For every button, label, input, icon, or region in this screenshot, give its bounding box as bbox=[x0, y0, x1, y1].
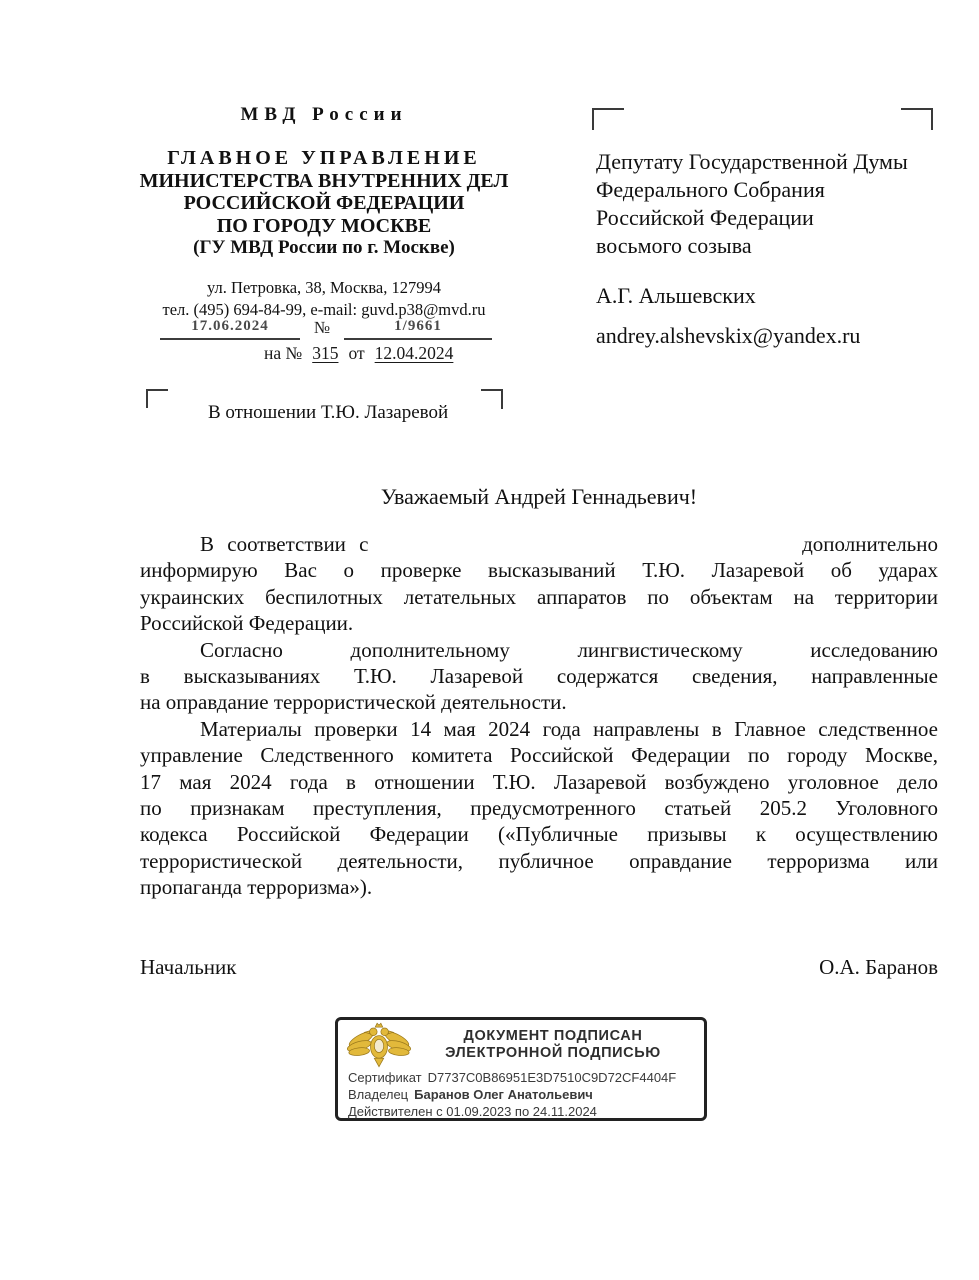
reply-from-label: от bbox=[348, 343, 365, 363]
org-contact-line: тел. (495) 694-84-99, e-mail: guvd.p38@mvd.ru bbox=[162, 300, 486, 319]
outgoing-reference-row bbox=[128, 318, 520, 340]
letterhead-org-block bbox=[128, 104, 520, 260]
body-text-line: управление Следственного комитета Российской Федерации по городу Москве, bbox=[140, 743, 938, 768]
outgoing-number: 1/9661 bbox=[344, 318, 492, 340]
body-paragraph-1-line-1 bbox=[140, 531, 938, 557]
signature-position: Начальник bbox=[140, 955, 237, 979]
signature-row bbox=[140, 955, 938, 980]
certificate-value: D7737C0B86951E3D7510C9D72CF4404F bbox=[427, 1070, 677, 1085]
body-text-line: пропаганда терроризма»). bbox=[140, 875, 373, 900]
body-text-line: в высказываниях Т.Ю. Лазаревой содержатся сведения, направленные bbox=[140, 664, 938, 689]
stamp-validity-line: Действителен с 01.09.2023 по 24.11.2024 bbox=[348, 1104, 597, 1119]
body-paragraph-2-line: Согласно дополнительному лингвистическому исследованию bbox=[200, 637, 938, 662]
org-address-line: ул. Петровка, 38, Москва, 127994 bbox=[207, 278, 441, 297]
stamp-header bbox=[338, 1020, 704, 1068]
recipient-title bbox=[596, 148, 933, 260]
org-name-line: МИНИСТЕРСТВА ВНУТРЕННИХ ДЕЛ bbox=[139, 169, 509, 192]
org-address bbox=[128, 277, 520, 321]
recipient-name: А.Г. Альшевских bbox=[596, 283, 756, 308]
stamp-title bbox=[412, 1028, 694, 1062]
body-text: дополнительно bbox=[802, 532, 938, 556]
letter-body bbox=[140, 531, 938, 901]
reference-block bbox=[128, 318, 520, 364]
stamp-owner-line bbox=[348, 1086, 694, 1103]
reply-prefix: на № bbox=[264, 343, 303, 363]
body-text-line: информирую Вас о проверке высказываний Т.Ю. Лазаревой об ударах bbox=[140, 558, 938, 583]
salutation: Уважаемый Андрей Геннадьевич! bbox=[380, 484, 698, 509]
org-name-line: ПО ГОРОДУ МОСКВЕ bbox=[216, 214, 432, 237]
body-text-line: террористической деятельности, публичное оправдание терроризма или bbox=[140, 848, 938, 873]
owner-name: Баранов Олег Анатольевич bbox=[414, 1087, 593, 1102]
body-text: В соответствии с bbox=[200, 532, 369, 556]
recipient-line: восьмого созыва bbox=[596, 233, 752, 258]
body-paragraph-3-line: Материалы проверки 14 мая 2024 года направлены в Главное следственное bbox=[200, 716, 938, 741]
recipient-line: Российской Федерации bbox=[596, 205, 814, 230]
body-text-line: украинских беспилотных летательных аппаратов по объектам на территории bbox=[140, 584, 938, 609]
reply-date: 12.04.2024 bbox=[374, 343, 454, 363]
org-name-line: РОССИЙСКОЙ ФЕДЕРАЦИИ bbox=[183, 192, 465, 214]
mvd-eagle-emblem-icon bbox=[346, 1022, 412, 1068]
body-text-line: 17 мая 2024 года в отношении Т.Ю. Лазаревой возбуждено уголовное дело bbox=[140, 769, 938, 794]
signature-name: О.А. Баранов bbox=[819, 955, 938, 979]
number-sign: № bbox=[313, 318, 331, 337]
stamp-certificate-line bbox=[348, 1069, 694, 1086]
org-name-line: (ГУ МВД России по г. Москве) bbox=[193, 237, 455, 258]
subject-zone bbox=[146, 389, 503, 431]
body-text-line: Российской Федерации. bbox=[140, 611, 354, 636]
corner-mark-subject-left bbox=[146, 389, 168, 408]
recipient-block bbox=[592, 108, 933, 349]
recipient-line: Депутату Государственной Думы bbox=[596, 149, 908, 174]
org-name: МВД России bbox=[240, 104, 408, 125]
stamp-title-line: ЭЛЕКТРОННОЙ ПОДПИСЬЮ bbox=[445, 1045, 661, 1061]
reply-number: 315 bbox=[312, 343, 339, 363]
corner-mark-top-left bbox=[592, 108, 624, 130]
stamp-title-line: ДОКУМЕНТ ПОДПИСАН bbox=[463, 1028, 643, 1044]
recipient-line: Федерального Собрания bbox=[596, 177, 825, 202]
org-name-line: ГЛАВНОЕ УПРАВЛЕНИЕ bbox=[167, 147, 481, 169]
reply-reference-row bbox=[128, 343, 520, 364]
recipient-email: andrey.alshevskix@yandex.ru bbox=[596, 323, 861, 348]
certificate-label: Сертификат bbox=[348, 1070, 422, 1085]
body-text-line: по признакам преступления, предусмотренного статьей 205.2 Уголовного bbox=[140, 796, 938, 821]
stamp-info bbox=[338, 1068, 704, 1120]
body-text-line: на оправдание террористической деятельности. bbox=[140, 690, 567, 715]
org-full-name bbox=[128, 147, 520, 260]
outgoing-date: 17.06.2024 bbox=[160, 318, 300, 340]
body-text-line: кодекса Российской Федерации («Публичные призывы к осуществлению bbox=[140, 822, 938, 847]
corner-mark-subject-right bbox=[481, 389, 503, 409]
corner-mark-top-right bbox=[901, 108, 933, 130]
subject-line: В отношении Т.Ю. Лазаревой bbox=[208, 402, 449, 423]
owner-label: Владелец bbox=[348, 1087, 409, 1102]
esign-stamp bbox=[335, 1017, 707, 1121]
